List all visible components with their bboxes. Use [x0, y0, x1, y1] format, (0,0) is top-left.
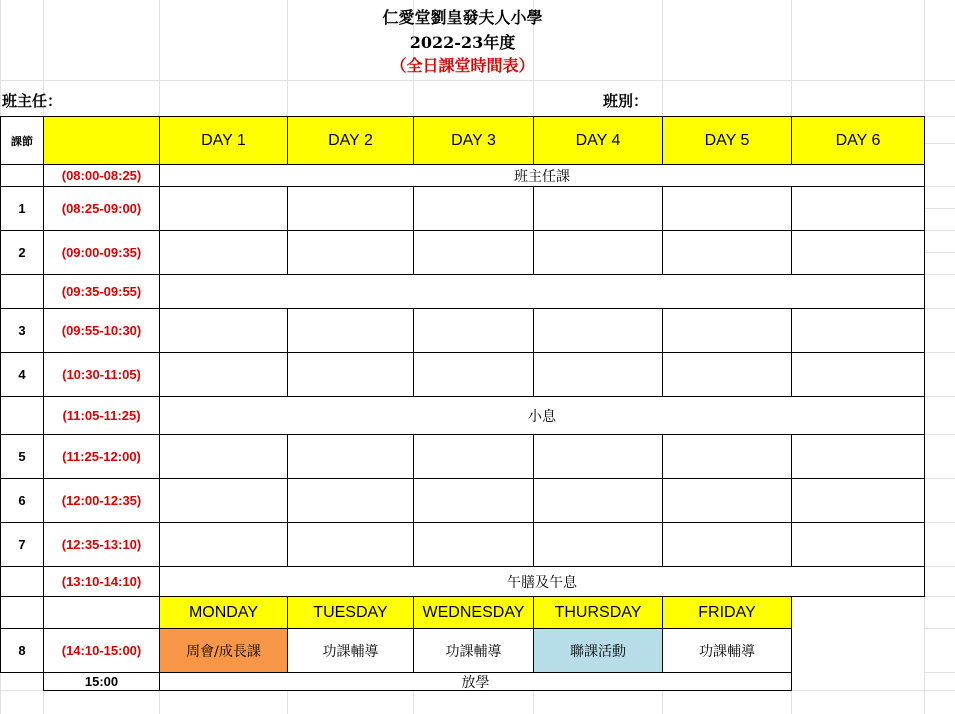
timetable-cell[interactable]: [159, 522, 288, 567]
timetable-cell[interactable]: [662, 478, 792, 523]
timetable-cell[interactable]: [791, 434, 925, 479]
timetable-cell[interactable]: [533, 186, 663, 231]
timetable-cell[interactable]: [159, 186, 288, 231]
weekday-header-thursday: THURSDAY: [533, 596, 663, 629]
timetable-cell[interactable]: [287, 434, 414, 479]
activity-cell: 聯課活動: [533, 628, 663, 673]
period-header: 課節: [0, 116, 44, 165]
period-number: 4: [0, 352, 44, 397]
period-time: (11:25-12:00): [43, 434, 160, 479]
period-time: (09:00-09:35): [43, 230, 160, 275]
timetable-cell[interactable]: [662, 230, 792, 275]
timetable-cell[interactable]: [159, 478, 288, 523]
period-time: (13:10-14:10): [43, 566, 160, 597]
timetable-subtitle: （全日課堂時間表）: [390, 56, 535, 75]
break-row-label: [159, 274, 925, 309]
timetable-cell[interactable]: [662, 308, 792, 353]
timetable-cell[interactable]: [662, 352, 792, 397]
period-time: (12:00-12:35): [43, 478, 160, 523]
timetable-cell[interactable]: [159, 308, 288, 353]
period-number: [0, 566, 44, 597]
period-time: (11:05-11:25): [43, 396, 160, 435]
activity-cell: 功課輔導: [413, 628, 534, 673]
weekday-header-monday: MONDAY: [159, 596, 288, 629]
timetable-cell[interactable]: [287, 522, 414, 567]
period-number: 5: [0, 434, 44, 479]
period-time: (09:55-10:30): [43, 308, 160, 353]
timetable-cell[interactable]: [791, 186, 925, 231]
school-year: 2022-23年度: [409, 33, 516, 52]
timetable-cell[interactable]: [533, 230, 663, 275]
weekday-header-friday: FRIDAY: [662, 596, 792, 629]
period-time: (12:35-13:10): [43, 522, 160, 567]
day-header-2: DAY 2: [287, 116, 414, 165]
day-header-4: DAY 4: [533, 116, 663, 165]
timetable-cell[interactable]: [791, 352, 925, 397]
timetable-cell[interactable]: [413, 186, 534, 231]
day-header-5: DAY 5: [662, 116, 792, 165]
period-time: (08:00-08:25): [43, 164, 160, 187]
period-number: 6: [0, 478, 44, 523]
timetable-cell[interactable]: [413, 308, 534, 353]
weekday-header-tuesday: TUESDAY: [287, 596, 414, 629]
timetable-cell[interactable]: [287, 308, 414, 353]
period-time: (08:25-09:00): [43, 186, 160, 231]
period-number: 8: [0, 628, 44, 673]
weekday-header-wednesday: WEDNESDAY: [413, 596, 534, 629]
timetable-cell[interactable]: [413, 478, 534, 523]
timetable-cell[interactable]: [159, 230, 288, 275]
period-time: (10:30-11:05): [43, 352, 160, 397]
day-header-1: DAY 1: [159, 116, 288, 165]
timetable-cell[interactable]: [791, 230, 925, 275]
period-number: [0, 164, 44, 187]
day-header-6: DAY 6: [791, 116, 925, 165]
timetable-cell[interactable]: [533, 308, 663, 353]
class-label: 班別：: [603, 92, 649, 110]
break-row-label: 午膳及午息: [159, 566, 925, 597]
timetable-cell[interactable]: [287, 230, 414, 275]
timetable-cell[interactable]: [287, 352, 414, 397]
timetable-cell[interactable]: [413, 522, 534, 567]
activity-cell: 周會/成長課: [159, 628, 288, 673]
timetable-cell[interactable]: [413, 352, 534, 397]
timetable-cell[interactable]: [413, 434, 534, 479]
school-name: 仁愛堂劉皇發夫人小學: [382, 8, 543, 27]
timetable-cell[interactable]: [662, 186, 792, 231]
period-number: [0, 396, 44, 435]
activity-cell: 功課輔導: [662, 628, 792, 673]
dismissal-time: 15:00: [43, 672, 160, 691]
period-number: [0, 274, 44, 309]
timetable-cell[interactable]: [413, 230, 534, 275]
class-teacher-label: 班主任：: [2, 92, 63, 110]
timetable-cell[interactable]: [533, 478, 663, 523]
timetable-cell[interactable]: [791, 522, 925, 567]
time-header: [43, 116, 160, 165]
timetable-cell[interactable]: [662, 522, 792, 567]
activity-cell: 功課輔導: [287, 628, 414, 673]
timetable-cell[interactable]: [662, 434, 792, 479]
timetable-cell[interactable]: [533, 434, 663, 479]
period-time: (09:35-09:55): [43, 274, 160, 309]
dismissal-label: 放學: [159, 672, 792, 691]
period-number: 2: [0, 230, 44, 275]
timetable-cell[interactable]: [287, 186, 414, 231]
timetable-cell[interactable]: [159, 352, 288, 397]
timetable-cell[interactable]: [791, 478, 925, 523]
timetable-cell[interactable]: [791, 308, 925, 353]
break-row-label: 班主任課: [159, 164, 925, 187]
period-number: 3: [0, 308, 44, 353]
period-number: 7: [0, 522, 44, 567]
day-header-3: DAY 3: [413, 116, 534, 165]
timetable-cell[interactable]: [533, 522, 663, 567]
blank-cell: [43, 596, 160, 629]
period-number: 1: [0, 186, 44, 231]
timetable-cell[interactable]: [287, 478, 414, 523]
period-time: (14:10-15:00): [43, 628, 160, 673]
timetable-cell[interactable]: [533, 352, 663, 397]
blank-cell: [0, 596, 44, 629]
break-row-label: 小息: [159, 396, 925, 435]
timetable-cell[interactable]: [159, 434, 288, 479]
